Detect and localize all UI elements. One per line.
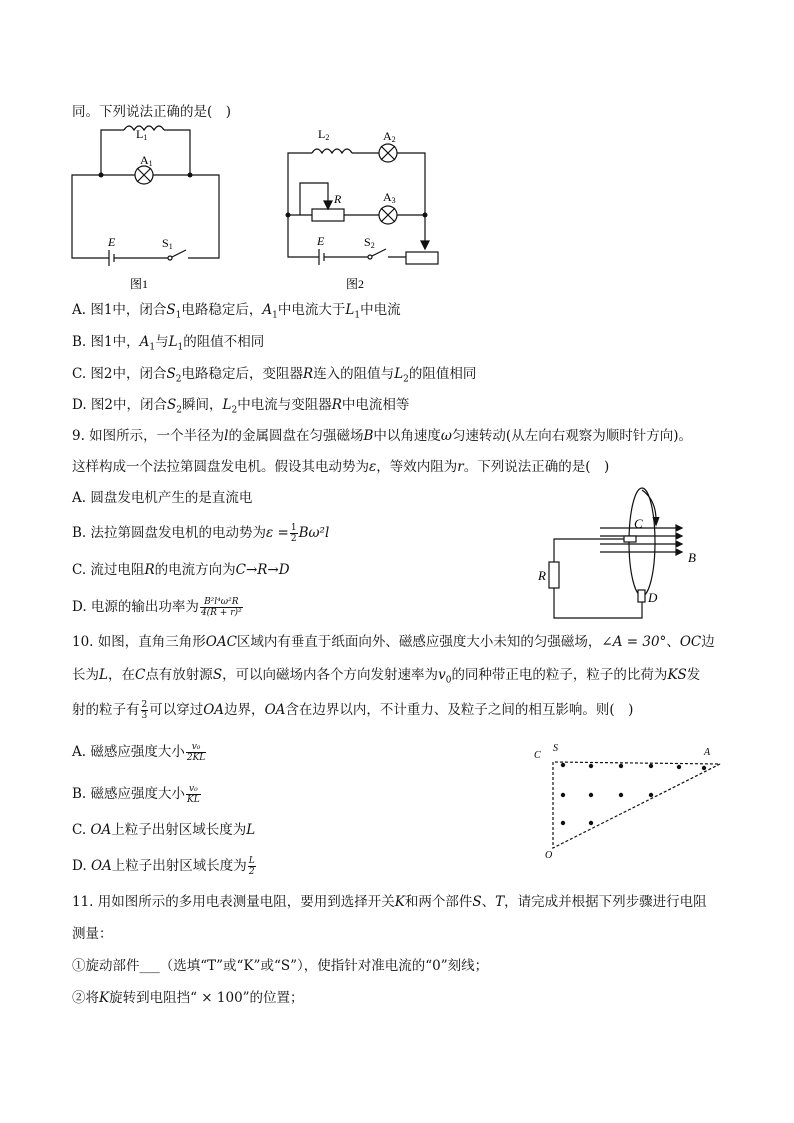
fig1-caption: 图1: [130, 277, 149, 291]
q10-label-o: O: [545, 850, 553, 861]
fraction: $\frac{2}{3}$: [141, 700, 148, 721]
q8-figure-2: [282, 125, 447, 293]
fraction: $\frac{L}{2}$: [248, 856, 255, 877]
q10-figure-triangle: [528, 738, 728, 863]
q10-label-a: A: [704, 747, 711, 758]
q8-option-b: B. 图1中，$A_1$与$L_1$的阻值不相同: [72, 334, 265, 353]
q9-stem-line2: 这样构成一个法拉第圆盘发电机。假设其电动势为ε，等效内阻为r。下列说法正确的是( ): [72, 459, 610, 475]
fig1-label-s1: S1: [162, 236, 173, 251]
q9-option-b: B. 法拉第圆盘发电机的电动势为ε = $\frac{1}{2}$ Bω²l: [72, 523, 330, 544]
q9-label-c: C: [634, 516, 643, 531]
q11-step-1: ①旋动部件___（选填“T”或“K”或“S”），使指针对准电流的“0”刻线；: [72, 958, 489, 974]
fig2-label-s2: S2: [364, 235, 375, 250]
q8-stem-tail: 同。下列说法正确的是( ): [72, 104, 232, 120]
q11-stem-line1: 11. 用如图所示的多用电表测量电阻，要用到选择开关K和两个部件S、T，请完成并根据下列步骤进行电阻: [72, 894, 707, 910]
fraction: $\frac{\text{B²l⁴ω²R}}{\text{4(R + r)²}}$: [200, 597, 242, 618]
q10-stem-line2: 长为L，在C点有放射源S，可以向磁场内各个方向发射速率为$v_0$的同种带正电的粒子，粒子的比荷为KS发: [72, 667, 701, 686]
q9-label-b: B: [688, 550, 696, 565]
q11-stem-line2: 测量：: [72, 926, 113, 942]
q11-step-2: ②将K旋转到电阻挡“ × 100”的位置；: [72, 990, 304, 1006]
q10-label-s: S: [553, 743, 558, 754]
q10-label-c: C: [534, 750, 541, 761]
fig1-label-e: E: [108, 235, 116, 249]
q9-option-c: C. 流过电阻R的电流方向为C→R→D: [72, 562, 290, 578]
fig1-label-a1: A1: [140, 153, 153, 168]
q10-option-c: C. OA上粒子出射区域长度为L: [72, 822, 256, 838]
q9-option-d: D. 电源的输出功率为 $\frac{\text{B²l⁴ω²R}}{\text{4(R + r)²}}$: [72, 597, 242, 618]
q8-option-a: A. 图1中，闭合$S_1$电路稳定后，$A_1$中电流大于$L_1$中电流: [72, 302, 401, 321]
q9-stem-line1: 9. 如图所示，一个半径为l的金属圆盘在匀强磁场B中以角速度ω匀速转动(从左向右观察为顺时针方向)。: [72, 428, 692, 444]
fig1-label-l1: L1: [136, 127, 148, 142]
q8-figure-1: [64, 125, 229, 293]
fraction: $\frac{1}{2}$: [290, 523, 297, 544]
q9-figure-disc-generator: [530, 484, 720, 624]
fig2-label-r: R: [334, 192, 342, 206]
fraction: $\frac{\text{v₀}}{KL}$: [187, 784, 200, 805]
q9-label-r: R: [538, 568, 546, 583]
fig2-label-a3: A3: [383, 190, 396, 205]
fig2-label-e: E: [317, 234, 325, 248]
q10-stem-line3: 射的粒子有 $\frac{2}{3}$ 可以穿过OA边界，OA含在边界以内，不计重力、及粒子之间的相互影响。则( ): [72, 700, 634, 721]
q10-stem-line1: 10. 如图，直角三角形OAC区域内有垂直于纸面向外、磁感应强度大小未知的匀强磁场，∠A = 30°、OC边: [72, 634, 715, 650]
q10-option-b: B. 磁感应强度大小 $\frac{\text{v₀}}{KL}$: [72, 784, 200, 805]
fig2-label-a2: A2: [383, 129, 396, 144]
fig2-caption: 图2: [346, 277, 365, 291]
q8-option-c: C. 图2中，闭合$S_2$电路稳定后，变阻器R连入的阻值与$L_2$的阻值相同: [72, 366, 477, 385]
q9-label-d: D: [648, 590, 658, 605]
q9-option-a: A. 圆盘发电机产生的是直流电: [72, 490, 253, 506]
q8-option-d: D. 图2中，闭合$S_2$瞬间，$L_2$中电流与变阻器R中电流相等: [72, 397, 410, 416]
q10-option-a: A. 磁感应强度大小 $\frac{\text{v₀}}{2KL}$: [72, 742, 206, 763]
fig2-label-l2: L2: [318, 127, 330, 142]
fraction: $\frac{\text{v₀}}{2KL}$: [186, 742, 206, 763]
q10-option-d: D. OA上粒子出射区域长度为 $\frac{L}{2}$: [72, 856, 255, 877]
